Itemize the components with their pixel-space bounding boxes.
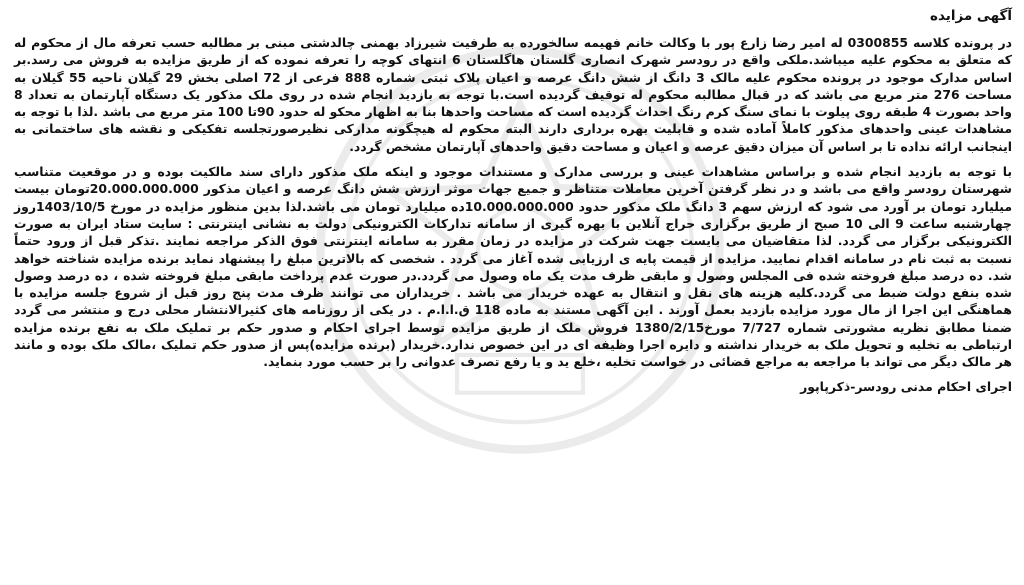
notice-paragraph-case-details: در پرونده کلاسه 0300855 له امیر رضا زارع پور با وکالت خانم فهیمه سالخورده به طرفیت شیرزاد بهمنی چالدشتی مبنی بر مطالبه حسب تعرفه مال از محکوم له که متعلق به محکوم علیه میباشد.ملکی واقع در رودسر شهرک انصاری گلستان هاگلستان 6 انتهای کوچه را تعرفه نموده که از طریق مزایده به فروش می رسد.بر اساس مدارک موجود در پرونده محکوم علیه مالک 3 دانگ از شش دانگ عرصه و اعیان پلاک ثبتی شماره 888 فرعی از 72 اصلی بخش 29 گیلان ناحیه 55 گیلان به مساحت 276 متر مربع می باشد که در قبال مطالبه محکوم له توقیف گردیده است.با توجه به بازدید انجام شده در روی ملک مذکور یک دستگاه آپارتمان به تعداد 8 واحد بصورت 4 طبقه روی پیلوت با نمای سنگ کرم رنگ احداث گردیده است که مساحت واحدها بنا به اظهار محکو له حدود 90تا 100 متر مربع می باشد .لذا با توجه به مشاهدات عینی واحدهای مذکور کاملاً آماده شده و قابلیت بهره برداری دارند البته محکوم له هیچگونه مدارکی نظیرصورتجلسه تفکیکی و نقشه های ساختمانی به اینجانب ارائه نداده تا بر اساس آن میزان دقیق عرصه و اعیان و مساحت دقیق واحدهای آپارتمان مشخص گردد. — [14, 35, 1013, 154]
notice-title: آگهی مزایده — [930, 8, 1012, 24]
issuer-signature: اجرای احکام مدنی رودسر-ذکرپاپور — [800, 378, 1012, 394]
notice-paragraph-auction-terms: با توجه به بازدید انجام شده و براساس مشاهدات عینی و بررسی مدارک و مستندات موجود و اینکه ملک مذکور دارای سند مالکیت بوده و در موقعیت متناسب شهرستان رودسر واقع می باشد و در نظر گرفتن آخرین معاملات متناظر و جمیع جهات موثر ارزش شش دانگ عرصه و اعیان مذکور 20.000.000.000تومان بیست میلیارد تومان بر آورد می شود که ارزش سهم 3 دانگ ملک مذکور حدود 10.000.000.000ده میلیارد تومان می باشد.لذا بدین منظور مزایده در مورخ 1403/10/5روز چهارشنبه ساعت 9 الی 10 صبح از طریق برگزاری حراج آنلاین با بهره گیری از سامانه تدارکات الکترونیکی دولت به نشانی اینترنتی : سایت ستاد ایران به صورت الکترونیکی برگزار می گردد. لذا متقاضیان می بایست جهت شرکت در مزایده در زمان مقرر به سامانه اینترنتی فوق الذکر مراجعه نمایند .تذکر قبل از ورود حتماً نسبت به ثبت نام در سامانه اقدام نمایید. مزایده از قیمت پایه ی ارزیابی شده آغاز می گردد . شخصی که بالاترین مبلغ را پیشنهاد نماید برنده مزایده شناخته خواهد شد. ده درصد مبلغ فروخته شده فی المجلس وصول و مابقی ظرف مدت یک ماه وصول می گردد.در صورت عدم پرداخت مابقی مبلغ فروخته شده ، ده درصد وصول شده بنفع دولت ضبط می گردد.کلیه هزینه های نقل و انتقال به عهده خریدار می باشد . خریداران می توانند ظرف مدت پنج روز قبل از شروع جلسه مزایده با هماهنگی این اجرا از مال مورد مزایده بازدید بعمل آورند . این آگهی مستند به ماده 118 ق.ا.ا.م . در یکی از روزنامه های کثیرالانتشار محلی درج و منتشر می گردد ضمنا مطابق نظریه مشورتی شماره 7/727 مورخ1380/2/15 فروش ملک از طریق مزایده توسط اجرای احکام و صدور حکم بر تملیک ملک به نفع برنده مزایده ارتباطی به تخلیه و تحویل ملک به خریدار نداشته و دایره اجرا وظیفه ای در این خصوص ندارد.خریدار (برنده مزایده)پس از صدور حکم تملیک ،مالک ملک بوده و مانند هر مالک دیگر می تواند با مراجعه به مراجع قضائی در خواست تخلیه ،خلع ید و یا رفع تصرف عدوانی را بر حسب مورد بنماید. — [14, 164, 1012, 370]
